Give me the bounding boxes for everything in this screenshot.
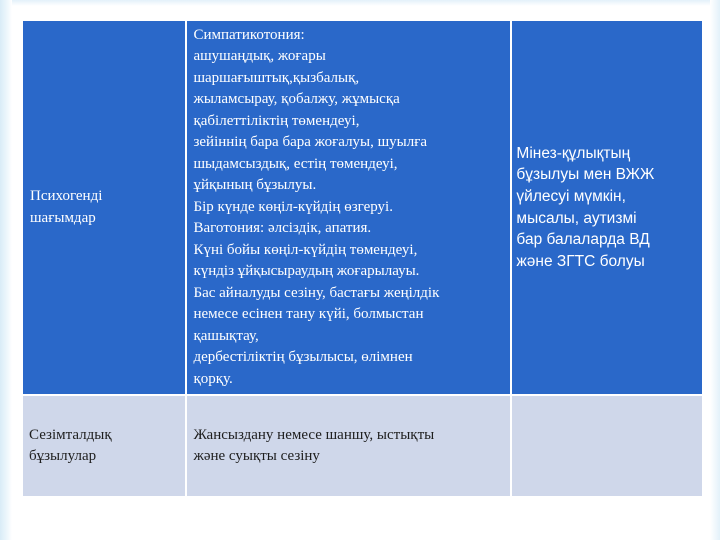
- row-label-cell: [22, 395, 186, 497]
- slide-left-frame: [0, 0, 12, 540]
- symptoms-table: [21, 19, 704, 498]
- row-note-cell: [511, 395, 703, 497]
- row-label-cell: [22, 20, 186, 395]
- row-description-cell: [186, 395, 511, 497]
- table-row: [22, 395, 703, 497]
- row-note-cell: [511, 20, 703, 395]
- slide-right-frame: [710, 0, 720, 540]
- row-description-cell: [186, 20, 511, 395]
- row-note: Мінез-құлықтың бұзылуы мен ВЖЖ үйлесуі мүмкін, мысалы, аутизмі бар балаларда ВД және ЗГТС болуы: [516, 144, 655, 270]
- row-description: Симпатикотония: ашушаңдық, жоғары шаршағыштық,қызбалық, жыламсырау, қобалжу, жұмысқа қабілеттіліктің төмендеуі, зейіннің бара бара жоғалуы, шуылға шыдамсыздық, естің төмендеуі, ұйқының бұзылуы. Бір күнде көңіл-күйдің өзгеруі. Ваготония: әлсіздік, апатия. Күні бойы көңіл-күйдің төмендеуі, күндіз ұйқысыраудың жоғарылауы. Бас айналуды сезіну, бастағы жеңілдік немесе есінен тану күйі, болмыстан қашықтау, дербестіліктің бұзылысы, өлімнен қорқу.: [193, 26, 440, 387]
- row-description: Жансыздану немесе шаншу, ыстықты және суықты сезіну: [193, 426, 435, 464]
- row-label: Психогенді шағымдар: [30, 188, 103, 226]
- slide-top-frame: [0, 0, 720, 6]
- table-row: [22, 20, 703, 395]
- row-label: Сезімталдық бұзылулар: [29, 426, 112, 464]
